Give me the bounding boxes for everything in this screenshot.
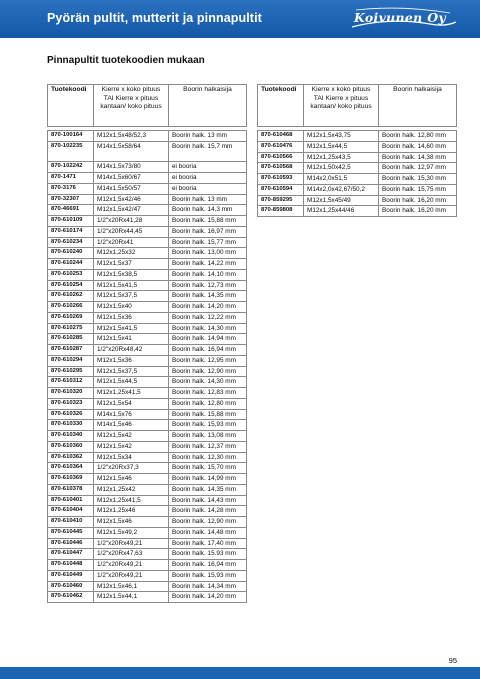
thread-size-cell: M12x1,5x40 [94,302,169,313]
table-body-left [48,131,247,603]
table-row [258,184,457,195]
table-row [48,355,247,366]
table-row [48,409,247,420]
product-code-cell: 870-859295 [258,195,304,206]
column-header-thread: Kierre x koko pituus TAI Kierre x pituus kantaan/ koko pituus [94,85,169,127]
drill-diameter-cell: Boorin halk. 16,94 mm [169,560,247,571]
product-code-cell: 870-610323 [48,398,94,409]
drill-diameter-cell: Boorin halk. 12,80 mm [379,131,457,142]
drill-diameter-cell: Boorin halk. 14,38 mm [379,152,457,163]
table-row [48,131,247,142]
table-row [258,141,457,152]
table-row [48,495,247,506]
drill-diameter-cell: Boorin halk. 15,7 mm [169,141,247,162]
table-row [48,194,247,205]
drill-diameter-cell: Boorin halk. 12,83 mm [169,388,247,399]
drill-diameter-cell: Boorin halk. 14,94 mm [169,334,247,345]
thread-size-cell: M12x1,25x42 [94,484,169,495]
table-row [48,474,247,485]
product-code-cell: 870-610401 [48,495,94,506]
product-code-cell: 870-3176 [48,183,94,194]
thread-size-cell: M12x1,5x34 [94,452,169,463]
table-row [48,506,247,517]
product-code-cell: 870-610448 [48,560,94,571]
drill-diameter-cell: Boorin halk. 12,97 mm [379,163,457,174]
product-code-cell: 870-610378 [48,484,94,495]
thread-size-cell: M12x1,5x44,1 [94,592,169,603]
page-title: Pinnapultit tuotekoodien mukaan [47,55,205,66]
column-header-drill: Boorin halkaisija [169,85,247,127]
thread-size-cell: M12x1,5x41,5 [94,280,169,291]
table-row [258,195,457,206]
table-row [48,269,247,280]
table-row [48,366,247,377]
drill-diameter-cell: Boorin halk. 16,20 mm [379,206,457,217]
drill-diameter-cell: Boorin halk. 12,95 mm [169,355,247,366]
thread-size-cell: M14x1,5x50/57 [94,183,169,194]
drill-diameter-cell: ei booria [169,183,247,194]
thread-size-cell: M12x1,5x42/47 [94,205,169,216]
drill-diameter-cell: Boorin halk. 15,88 mm [169,409,247,420]
product-code-cell: 870-610369 [48,474,94,485]
product-code-cell: 870-100164 [48,131,94,142]
thread-size-cell: M12x1,5x54 [94,398,169,409]
drill-diameter-cell: Boorin halk. 14,48 mm [169,527,247,538]
drill-diameter-cell: Boorin halk. 12,30 mm [169,452,247,463]
drill-diameter-cell: ei booria [169,162,247,173]
table-row [48,398,247,409]
product-code-cell: 870-610449 [48,570,94,581]
logo-text: Koivunen Oy [354,10,446,25]
product-code-cell: 870-610360 [48,441,94,452]
product-table-right [257,84,457,217]
thread-size-cell: 1/2"x20Rx41 [94,237,169,248]
product-code-cell: 870-610254 [48,280,94,291]
product-code-cell: 870-102235 [48,141,94,162]
drill-diameter-cell: Boorin halk. 13,00 mm [169,248,247,259]
page-number: 95 [448,656,457,665]
table-row [48,323,247,334]
product-code-cell: 870-610404 [48,506,94,517]
drill-diameter-cell: Boorin halk. 12,22 mm [169,312,247,323]
table-row [48,388,247,399]
company-logo [350,7,458,31]
table-row [48,291,247,302]
thread-size-cell: 1/2"x20Rx41,28 [94,216,169,227]
thread-size-cell: M14x1,5x73/80 [94,162,169,173]
table-row [48,302,247,313]
drill-diameter-cell: Boorin halk. 15,88 mm [169,216,247,227]
thread-size-cell: M12x1,5x46 [94,517,169,528]
thread-size-cell: 1/2"x20Rx49,21 [94,570,169,581]
product-code-cell: 870-610266 [48,302,94,313]
drill-diameter-cell: Boorin halk. 14,35 mm [169,291,247,302]
thread-size-cell: M14x1,5x58/64 [94,141,169,162]
drill-diameter-cell: ei booria [169,173,247,184]
product-code-cell: 870-610445 [48,527,94,538]
product-code-cell: 870-610295 [48,366,94,377]
product-code-cell: 870-610468 [258,131,304,142]
table-body-right [258,131,457,217]
drill-diameter-cell: Boorin halk. 14,10 mm [169,269,247,280]
product-code-cell: 870-610362 [48,452,94,463]
drill-diameter-cell: Boorin halk. 16,97 mm [169,226,247,237]
table-row [48,183,247,194]
product-code-cell: 870-610275 [48,323,94,334]
product-code-cell: 870-32307 [48,194,94,205]
thread-size-cell: M14x2,0x42,67/50,2 [304,184,379,195]
drill-diameter-cell: Boorin halk. 14,99 mm [169,474,247,485]
table-row [48,431,247,442]
table-row [48,527,247,538]
product-code-cell: 870-610244 [48,259,94,270]
table-row [48,581,247,592]
drill-diameter-cell: Boorin halk. 14,3 mm [169,205,247,216]
thread-size-cell: 1/2"x20Rx37,3 [94,463,169,474]
drill-diameter-cell: Boorin halk. 14,43 mm [169,495,247,506]
table-row [48,237,247,248]
thread-size-cell: M12x1,5x36 [94,355,169,366]
table-row [48,463,247,474]
table-row [48,205,247,216]
thread-size-cell: M12x1,5x37,5 [94,366,169,377]
thread-size-cell: M12x1,5x43,75 [304,131,379,142]
product-code-cell: 870-610476 [258,141,304,152]
table-row [48,173,247,184]
drill-diameter-cell: Boorin halk. 15,77 mm [169,237,247,248]
footer-bar [0,667,480,679]
drill-diameter-cell: Boorin halk. 16,94 mm [169,345,247,356]
table-row [48,248,247,259]
product-code-cell: 870-610253 [48,269,94,280]
table-row [48,592,247,603]
product-code-cell: 870-610109 [48,216,94,227]
drill-diameter-cell: Boorin halk. 14,34 mm [169,581,247,592]
thread-size-cell: M14x1,5x76 [94,409,169,420]
table-row [258,152,457,163]
product-code-cell: 870-610566 [258,152,304,163]
drill-diameter-cell: Boorin halk. 14,60 mm [379,141,457,152]
drill-diameter-cell: Boorin halk. 12,73 mm [169,280,247,291]
thread-size-cell: 1/2"x20Rx49,21 [94,538,169,549]
thread-size-cell: M12x1,5x41,5 [94,323,169,334]
product-code-cell: 870-46691 [48,205,94,216]
table-row [48,560,247,571]
product-code-cell: 870-610330 [48,420,94,431]
drill-diameter-cell: Boorin halk. 12,90 mm [169,517,247,528]
header-bar [0,0,480,38]
product-code-cell: 870-102242 [48,162,94,173]
product-code-cell: 870-610462 [48,592,94,603]
thread-size-cell: M12x1,25x44/46 [304,206,379,217]
thread-size-cell: M12x1,5x45/49 [304,195,379,206]
product-code-cell: 870-610294 [48,355,94,366]
product-code-cell: 870-1471 [48,173,94,184]
thread-size-cell: M14x1,5x46 [94,420,169,431]
table-row [48,420,247,431]
product-code-cell: 870-610460 [48,581,94,592]
table-row [258,131,457,142]
drill-diameter-cell: Boorin halk. 13 mm [169,194,247,205]
product-code-cell: 870-859808 [258,206,304,217]
drill-diameter-cell: Boorin halk. 14,20 mm [169,302,247,313]
table-row [48,377,247,388]
table-row [48,226,247,237]
drill-diameter-cell: Boorin halk. 15,93 mm [169,570,247,581]
product-code-cell: 870-610446 [48,538,94,549]
thread-size-cell: M12x1,50x42,5 [304,163,379,174]
drill-diameter-cell: Boorin halk. 15,70 mm [169,463,247,474]
table-row [48,280,247,291]
thread-size-cell: M14x2,0x51,5 [304,174,379,185]
drill-diameter-cell: Boorin halk. 12,37 mm [169,441,247,452]
thread-size-cell: M12x1,5x44,5 [94,377,169,388]
product-code-cell: 870-610447 [48,549,94,560]
table-row [48,570,247,581]
table-row [48,162,247,173]
column-header-thread: Kierre x koko pituus TAI Kierre x pituus kantaan/ koko pituus [304,85,379,127]
drill-diameter-cell: Boorin halk. 14,28 mm [169,506,247,517]
table-row [258,163,457,174]
table-row [258,206,457,217]
product-code-cell: 870-610312 [48,377,94,388]
drill-diameter-cell: Boorin halk. 14,35 mm [169,484,247,495]
drill-diameter-cell: Boorin halk. 12,90 mm [169,366,247,377]
table-row [48,312,247,323]
drill-diameter-cell: Boorin halk. 15.93 mm [169,549,247,560]
thread-size-cell: M12x1,5x37 [94,259,169,270]
drill-diameter-cell: Boorin halk. 13,08 mm [169,431,247,442]
drill-diameter-cell: Boorin halk. 15,75 mm [379,184,457,195]
thread-size-cell: M12x1,5x48/52,3 [94,131,169,142]
table-row [48,141,247,162]
drill-diameter-cell: Boorin halk. 15,30 mm [379,174,457,185]
product-code-cell: 870-610326 [48,409,94,420]
thread-size-cell: M12x1,5x41 [94,334,169,345]
thread-size-cell: M12x1,5x44,5 [304,141,379,152]
product-code-cell: 870-610340 [48,431,94,442]
thread-size-cell: M12x1,5x37,5 [94,291,169,302]
drill-diameter-cell: Boorin halk. 14,30 mm [169,323,247,334]
drill-diameter-cell: Boorin halk. 15,93 mm [169,420,247,431]
column-header-drill: Boorin halkaisija [379,85,457,127]
table-row [48,538,247,549]
table-row [48,452,247,463]
table-row [48,441,247,452]
table-row [48,259,247,270]
thread-size-cell: M14x1,5x60/67 [94,173,169,184]
thread-size-cell: M12x1,5x38,5 [94,269,169,280]
thread-size-cell: M12x1,25x43,5 [304,152,379,163]
drill-diameter-cell: Boorin halk. 12,80 mm [169,398,247,409]
table-row [48,345,247,356]
table-row [48,484,247,495]
product-code-cell: 870-610410 [48,517,94,528]
thread-size-cell: 1/2"x20Rx44,45 [94,226,169,237]
product-code-cell: 870-610262 [48,291,94,302]
product-code-cell: 870-610364 [48,463,94,474]
thread-size-cell: M12x1,5x42 [94,441,169,452]
thread-size-cell: 1/2"x20Rx48,42 [94,345,169,356]
product-code-cell: 870-610240 [48,248,94,259]
table-row [48,334,247,345]
drill-diameter-cell: Boorin halk. 16,20 mm [379,195,457,206]
product-code-cell: 870-610594 [258,184,304,195]
drill-diameter-cell: Boorin halk. 14,20 mm [169,592,247,603]
thread-size-cell: M12x1,5x42 [94,431,169,442]
drill-diameter-cell: Boorin halk. 14,22 mm [169,259,247,270]
thread-size-cell: M12x1,25x46 [94,506,169,517]
thread-size-cell: 1/2"x20Rx49,21 [94,560,169,571]
product-code-cell: 870-610285 [48,334,94,345]
column-header-code: Tuotekoodi [258,85,304,127]
product-table-left [47,84,247,603]
thread-size-cell: M12x1,25x32 [94,248,169,259]
product-code-cell: 870-610568 [258,163,304,174]
table-row [48,549,247,560]
thread-size-cell: M12x1,5x46,1 [94,581,169,592]
drill-diameter-cell: Boorin halk. 14,30 mm [169,377,247,388]
product-code-cell: 870-610174 [48,226,94,237]
thread-size-cell: 1/2"x20Rx47,63 [94,549,169,560]
thread-size-cell: M12x1,5x46 [94,474,169,485]
product-code-cell: 870-610593 [258,174,304,185]
drill-diameter-cell: Boorin halk. 13 mm [169,131,247,142]
thread-size-cell: M12x1,5x49,2 [94,527,169,538]
product-code-cell: 870-610234 [48,237,94,248]
column-header-code: Tuotekoodi [48,85,94,127]
table-row [48,517,247,528]
thread-size-cell: M12x1,25x41,5 [94,388,169,399]
table-row [48,216,247,227]
table-row [258,174,457,185]
thread-size-cell: M12x1,5x42/46 [94,194,169,205]
header-title: Pyörän pultit, mutterit ja pinnapultit [47,11,262,25]
thread-size-cell: M12x1,5x36 [94,312,169,323]
product-code-cell: 870-610269 [48,312,94,323]
thread-size-cell: M12x1,25x41,5 [94,495,169,506]
product-code-cell: 870-610320 [48,388,94,399]
product-code-cell: 870-610287 [48,345,94,356]
drill-diameter-cell: Boorin halk. 17,40 mm [169,538,247,549]
